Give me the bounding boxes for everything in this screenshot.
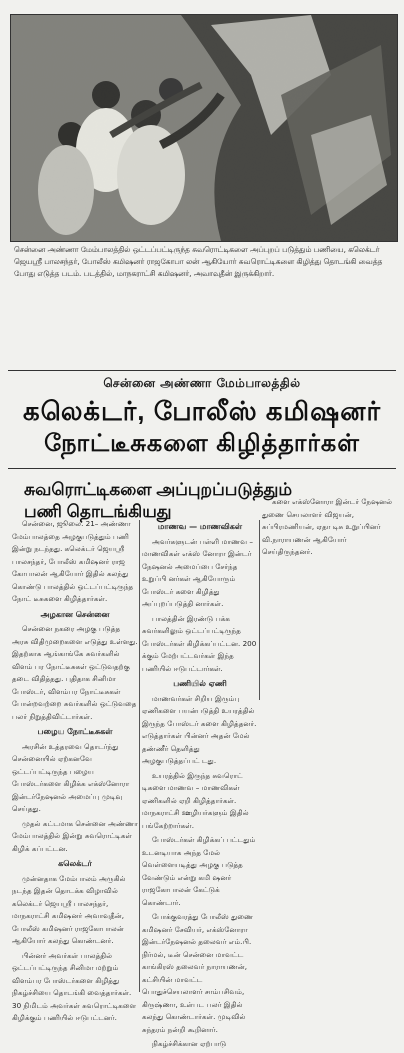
section-heading: கலெக்டர் — [58, 859, 92, 868]
column-divider — [259, 520, 260, 700]
paragraph: முதல் கட்டமாக சென்னை அண்ணா மேம்பாலத்தில் இன்று சுவரொட்டிகள் கிழிக் கப்பட்டன. — [12, 818, 139, 853]
headline-rule — [8, 468, 396, 469]
news-photo — [10, 14, 398, 242]
paragraph: மாணவர்கள் சிறிய இரும்பு ஏணிகளை பயன்படுத்தி உயரத்தில் இருந்த போஸ்டர் களை கிழித்தனர். எடுத்தார்கள் பின்னர் அதன் மேல் தண்ணீர் தெளித்து அழகுபடுத்தப்பட் டது. — [142, 693, 257, 765]
paragraph: பாலத்தின் இரண்டு பக்க சுவர்களிலும் ஒட்டப்பட்டிருந்த போஸ்டர்கள் கிழிக்கப்பட்டன. 200 க்கும் மேற்பட்டவர்கள் இந்த பணியில் ஈடுபட்டார்கள். — [142, 613, 257, 673]
section-heading: மாணவ — மாணவிகள் — [157, 522, 243, 531]
paragraph: களை எக்ஸ்னோரா இன்டர் நேஷனல் துணை செயலாளர் விஜயன், சுப்பிரமணியன், ஏதா டிசு உறுப்பினர் வி.நாராயணன் ஆகியோர் செய்திருந்தனர். — [262, 497, 393, 556]
section-rule — [8, 370, 396, 371]
paragraph: அவர்களுடன் பள்ளி மாணவ – மாணவிகள் எக்ஸ் னோரா இன்டர் நேஷனல் அமைப்பை சேர்ந்த உறுப்பி னர்கள் ஆகியோரும் போஸ்டர் களை கிழித்து அப்புறப்படுத்தி னார்கள். — [142, 536, 253, 608]
headline-line-2: நோட்டீசுகளை கிழித்தார்கள் — [44, 430, 360, 457]
section-heading: பழைய நோட்டீசுகள் — [37, 727, 113, 736]
paragraph: போக்குவரத்து போலீஸ் துணை கமிஷனர் சேவியர், எக்ஸ்னோரா இன்டர்நேஷனல் தலைவர் எம்.பி. நிர்மல், டீன் சென்னை மாவட்ட காங்கிரஸ் தலைவர் நாராயணன், கட்சியின் மாவட்ட பொதுச்செயலாளர் சாம்பசிவம், கிருஷ்ணா, உள்பட பலர் இதில் கலந்து கொண்டார்கள். முடிவில் சுந்தரம் நன்றி கூறினார். — [142, 912, 254, 1034]
paragraph: பின்னர் அவர்கள் பாலத்தில் ஒட்டப்பட்டிருந்த சினிமா மற்றும் விளம்பர போஸ்டர்களை கிழித்து நிகழ்ச்சியை தொடங்கி வைத்தார்கள். 30 நிமிடம் அவர்கள் சுவரொட்டிகளை கிழிக்கும் பணியில் ஈடுபட்டனர். — [12, 950, 137, 1022]
subheadline-line-2: பணி தொடங்கியது — [24, 502, 172, 521]
column-divider — [139, 520, 140, 992]
paragraph: சென்னை நகரை அழகு படுத்த அரசு விதிமுறைகளை எடுத்து உள்ளது. இதற்காக ஆங்காங்கே சுவர்களில் விளம் பர நோட்டீசுகள் ஒட்டுவதற்கு தடை விதித்தது. புதிதாக சினிமா போஸ்டர், விளம்பர நோட்டீசுகள் போன்றவற்றை சுவர்களில் ஒட்டுவதை பலர் நிறுத்திவிட்டார்கள். — [12, 624, 138, 721]
paragraph: முன்னதாக மேம்பாலம் அருகில் நடந்த இதன் தொடக்க விழாவில் கலெக்டர் ஜெயஸ்ரீ பாலசந்தர், மாநகராட்சி கமிஷனர் அவாவுதீன், போலீஸ் கமிஷனர் ராஜகோபாலன் ஆகியோர் கலந்து கொண்டனர். — [12, 873, 126, 945]
subheadline-line-1: சுவரொட்டிகளை அப்புறப்படுத்தும் — [24, 480, 293, 499]
article-column-1 — [12, 518, 138, 1027]
photo-scene — [11, 15, 397, 241]
paragraph: அரசின் உத்தரவை தொடர்ந்து சென்னையில் ஏற்கனவே ஒட்டப்பட்டிருந்த பழைய போஸ்டர்களை கிழிக்க எக்ஸ்னோரா இன்டர்நேஷனல் அமைப்பு முடிவு செய்தது. — [12, 741, 130, 813]
article-kicker: சென்னை அண்ணா மேம்பாலத்தில் — [103, 376, 301, 390]
section-heading: அழகான சென்னை — [40, 609, 110, 619]
paragraph: உயரத்தில் இருந்த சுவரொட் டிகளை மாணவ – மாணவிகள் ஏணிகளில் ஏறி கிழித்தார்கள். மாநகராட்சி ஊழியர்களும் இதில் பங்கேற்றார்கள். — [142, 770, 249, 830]
photo-caption: சென்னை அண்ணா மேம்பாலத்தில் ஒட்டப்பட்டிருந்த சுவரொட்டிகளை அப்புறப் படுத்தும் பணியை, கலெக்டர் ஜெயஸ்ரீ பாலசந்தர், போலீஸ் கமிஷனர் ராஜகோபா லன் ஆகியோர் சுவரொட்டிகளை கிழித்து தொடங்கி வைத்த போது எடுத்த படம். படத்தில், மாநகராட்சி கமிஷனர், அவாவுதீன் இருக்கிறார். — [14, 245, 383, 278]
article-column-2 — [142, 518, 258, 1053]
headline-line-1: கலெக்டர், போலீஸ் கமிஷனர் — [22, 396, 382, 426]
paragraph: சென்னை, ஜூலை. 21– அண்ணா மேம்பாலத்தை அழகுபடுத்தும் பணி இன்று நடந்தது. கலெக்டர் ஜெயஸ்ரீ பாலசந்தர், போலீஸ் கமிஷனர் ராஜ கோபாலன் ஆகியோர் இதில் கலந்து கொண்டு பாலத்தில் ஒட்டப்பட்டிருந்த நோட் டீசுகளை கிழித்தார்கள். — [12, 519, 134, 603]
article-column-3 — [262, 496, 398, 561]
paragraph: நிகழ்ச்சிக்கான ஏற்பாடு — [152, 1039, 227, 1048]
paragraph: போஸ்டர்கள் கிழிக்கப் பட்டதும் உடனடியாக அந்த மேல் வெள்ளையடித்து அழகு படுத்த வேண்டும் என்று கமி ஷனர் ராஜகோபாலன் கேட்டுக் கொண்டார். — [142, 835, 256, 907]
section-heading: பணியில் ஏணி — [173, 679, 227, 688]
